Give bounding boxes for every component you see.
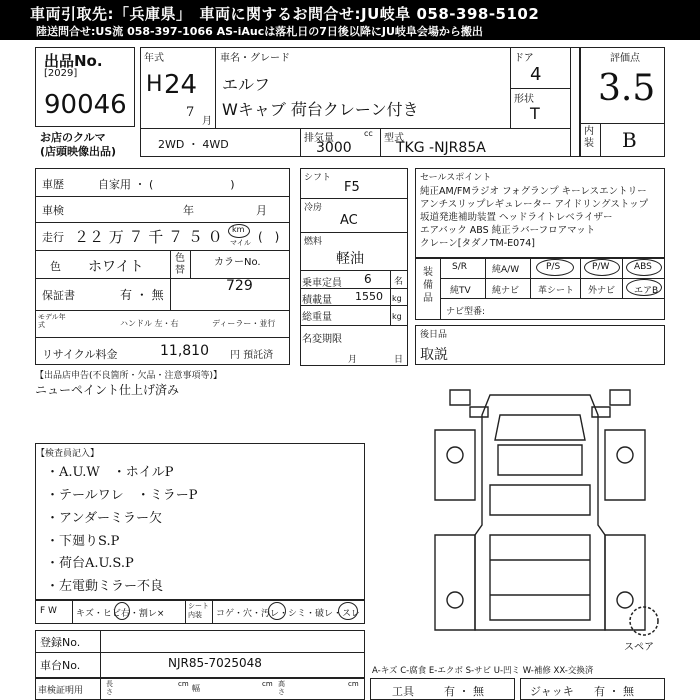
doors-label: ドア	[514, 53, 534, 64]
equip-alloy: 純A/W	[492, 265, 520, 275]
length-label: 長さ	[106, 680, 113, 696]
year: 24	[164, 70, 198, 100]
handle-label: ハンドル 左・右	[120, 319, 179, 328]
car-name: エルフ	[222, 75, 271, 94]
capacity-label: 乗車定員	[302, 278, 342, 289]
load-unit: kg	[392, 294, 402, 303]
warranty-label: 保証書	[42, 289, 75, 302]
fw-hibi-circle	[114, 602, 130, 620]
inspector-line-6: ・左電動ミラー不良	[46, 579, 164, 594]
inspector-line-4: ・下廻りS.P	[46, 534, 120, 549]
recycle-label: リサイクル料金	[42, 348, 118, 361]
later-label: 後日品	[420, 330, 448, 340]
navi-model-label: ナビ型番:	[446, 307, 486, 317]
warranty-value: 有 ・ 無	[120, 288, 164, 302]
drive: 2WD ・ 4WD	[158, 138, 229, 151]
capacity-unit: 名	[394, 277, 404, 287]
shape: T	[530, 104, 540, 123]
mileage-km: km	[232, 225, 245, 234]
spare-label: スペア	[624, 642, 654, 653]
equip-sr: S/R	[452, 262, 467, 272]
mileage-paren: ( )	[258, 230, 280, 244]
seat-yogore-circle	[268, 602, 286, 620]
doors: 4	[530, 64, 542, 85]
sales-line-4: エアバック ABS 純正ラバーフロアマット	[420, 225, 596, 236]
mileage-label: 走行	[42, 231, 64, 244]
equip-ps: P/S	[546, 262, 561, 272]
equip-tv: 純TV	[450, 286, 471, 296]
gross-label: 総重量	[302, 312, 332, 323]
score: 3.5	[598, 68, 656, 109]
lot-label: 出品No.	[44, 52, 103, 70]
later-items-box	[415, 325, 665, 365]
ac: AC	[340, 213, 358, 228]
equipment-label: 装備品	[423, 267, 433, 304]
model-change-label: モデル年式	[38, 313, 66, 329]
reki-label: 車歴	[42, 178, 64, 191]
displacement: 3000	[316, 140, 352, 156]
fuel: 軽油	[336, 251, 364, 267]
chassis-label: 車台No.	[40, 659, 81, 672]
lot-number: 90046	[44, 90, 127, 120]
header-bar	[0, 0, 700, 40]
sales-line-1: 純正AM/FMラジオ フォグランプ キーレスエントリー	[420, 186, 647, 197]
reki-value: 自家用 ・ ( )	[98, 178, 235, 191]
seat-sure-circle	[338, 602, 358, 620]
sales-line-2: アンチスリップレギュレーター アイドリングストップ	[420, 199, 649, 210]
equip-navi: 純ナビ	[492, 286, 520, 296]
name-change-day: 日	[394, 355, 404, 365]
tools-value: 有 ・ 無	[444, 685, 484, 698]
height-label: 高さ	[278, 680, 285, 696]
inspector-label: 【検査員記入】	[36, 449, 100, 459]
year-label: 年式	[144, 53, 164, 64]
car-diagram	[420, 385, 660, 640]
tools-label: 工具	[392, 685, 414, 698]
load-label: 積載量	[302, 295, 332, 306]
inspector-line-3: ・アンダーミラー欠	[46, 511, 162, 526]
displacement-label: 排気量	[304, 133, 334, 144]
later-value: 取説	[420, 347, 448, 363]
sales-line-3: 坂道発進補助装置 ヘッドライトレベライザー	[420, 212, 613, 223]
model-label: 型式	[384, 133, 404, 144]
seat-label: シート内装	[188, 602, 209, 619]
ac-label: 冷房	[304, 203, 323, 213]
color: ホワイト	[88, 259, 144, 275]
equip-ext-navi: 外ナビ	[588, 286, 616, 296]
defects-value: ニューペイント仕上げ済み	[35, 383, 180, 397]
interior-label: 内装	[584, 126, 594, 149]
width-cm: cm	[262, 680, 273, 688]
jack-label: ジャッキ	[530, 685, 574, 698]
score-label: 評価点	[610, 53, 640, 64]
sales-line-5: クレーン[タダノTM-E074]	[420, 238, 536, 249]
height-cm: cm	[348, 680, 359, 688]
model: TKG -NJR85A	[396, 140, 486, 156]
equip-airbag: エアB	[634, 286, 659, 296]
recycle-unit: 円 預託済	[230, 350, 274, 361]
equip-abs: ABS	[634, 262, 652, 272]
name-label: 車名・グレード	[220, 53, 290, 64]
width-label: 幅	[192, 684, 200, 693]
recycle-value: 11,810	[160, 343, 209, 359]
color-no-label: カラーNo.	[214, 257, 261, 268]
shaken-month: 月	[256, 204, 267, 217]
header-line2: 陸送問合せ:US流 058-397-1066 AS-iAucは落札日の7日後以降にJU岐阜会場から搬出	[36, 25, 483, 38]
reg-label: 登録No.	[40, 636, 81, 649]
length-cm: cm	[178, 680, 189, 688]
lot-box	[35, 47, 135, 127]
inspector-line-2: ・テールワレ ・ミラーP	[46, 488, 198, 503]
header-line1: 車両引取先:「兵庫県」 車両に関するお問合せ:JU岐阜 058-398-5102	[30, 5, 540, 23]
dealer-label: ディーラー・並行	[212, 319, 276, 328]
fw-value: キズ・ヒビ右・割レ×	[76, 609, 165, 619]
equip-leather: 革シート	[538, 286, 575, 296]
reg-box	[35, 630, 365, 678]
defects-label: 【出品店申告(不良箇所・欠品・注意事項等)】	[35, 371, 223, 381]
displacement-unit: cc	[364, 129, 373, 138]
store-note: お店のクルマ (店頭映像出品)	[40, 131, 117, 158]
mileage-mile: マイル	[230, 239, 251, 247]
gross-unit: kg	[392, 312, 402, 321]
cert-label: 車検証明用	[38, 686, 84, 696]
damage-legend: A-キズ C-腐食 E-エクボ S-サビ U-凹ミ W-補修 XX-交換済	[372, 666, 594, 676]
month: 7	[186, 105, 195, 120]
shift-label: シフト	[304, 173, 332, 183]
inspector-line-5: ・荷台A.U.S.P	[46, 556, 134, 571]
inspector-line-1: ・A.U.W ・ホイルP	[46, 465, 174, 480]
era: H	[146, 72, 163, 97]
load: 1550	[355, 290, 383, 303]
mileage: ２２ 万 ７ 千 ７ ５ ０	[74, 228, 223, 246]
seat-value: コゲ・穴・汚レ・シミ・破レ・スレ	[216, 609, 361, 619]
capacity: 6	[364, 272, 372, 286]
color-label: 色	[50, 260, 61, 273]
equip-pw: P/W	[592, 262, 610, 272]
fw-label: F W	[40, 606, 57, 616]
month-unit: 月	[202, 116, 212, 127]
name-change-month: 月	[348, 355, 358, 365]
shaken-label: 車検	[42, 204, 64, 217]
color-change-label: 色替	[175, 253, 185, 276]
cert-row	[35, 678, 365, 700]
interior: B	[622, 128, 637, 152]
shaken-year: 年	[183, 204, 194, 217]
shape-label: 形状	[514, 94, 534, 105]
sales-label: セールスポイント	[420, 173, 492, 183]
lot-small: [2029]	[44, 68, 78, 79]
name-change-label: 名変期限	[302, 334, 342, 345]
fuel-label: 燃料	[304, 237, 323, 247]
car-grade: Wキャブ 荷台クレーン付き	[222, 100, 419, 119]
color-no: 729	[226, 278, 253, 294]
chassis-value: NJR85-7025048	[168, 656, 262, 670]
shift: F5	[344, 180, 360, 195]
jack-value: 有 ・ 無	[594, 685, 634, 698]
